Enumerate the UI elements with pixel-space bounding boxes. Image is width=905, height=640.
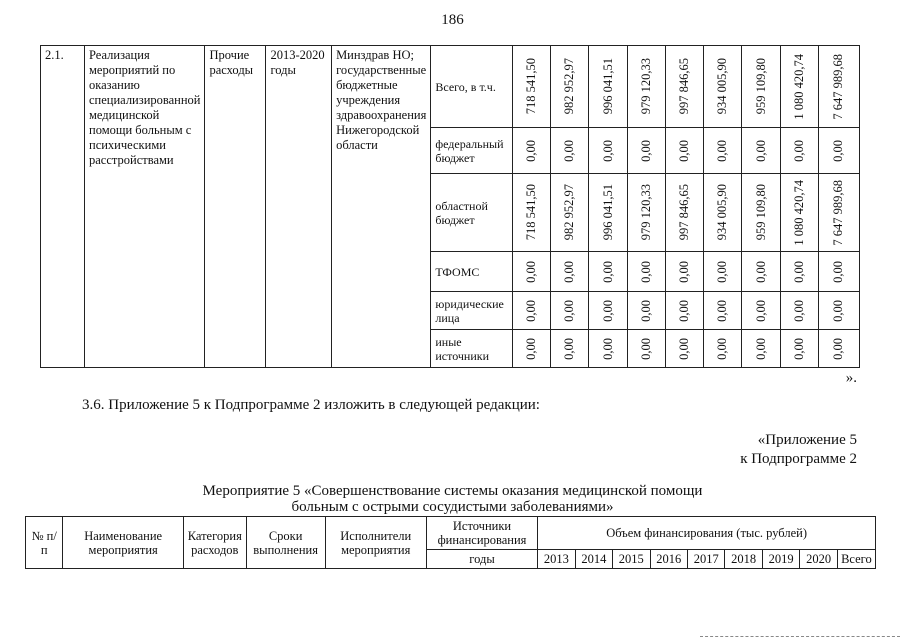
financing-table [40,45,860,368]
value-text: 982 952,97 [562,184,577,241]
value-text: 0,00 [562,299,577,322]
value-text: 0,00 [638,299,653,322]
value-cell [665,252,703,292]
funding-source: областной бюджет [431,174,513,252]
value-cell [742,174,780,252]
value-text: 718 541,50 [523,58,538,115]
value-cell [780,252,818,292]
value-cell [627,128,665,174]
funding-source: иные источники [431,330,513,368]
year-cell: 2013 [538,550,575,569]
measure-title-line-2: больным с острыми сосудистыми заболеваниями» [291,499,614,515]
measure-name: Реализация мероприятий по оказанию специализированной медицинской помощи больным с психическими расстройствами [85,46,205,368]
value-cell [551,252,589,292]
appendix-line-2: к Подпрограмме 2 [740,451,857,467]
financing-row [41,46,860,128]
value-text: 0,00 [791,260,806,283]
value-text: 959 109,80 [753,58,768,115]
value-cell [627,252,665,292]
value-cell [818,330,859,368]
value-cell [512,330,550,368]
col-sources: Источники финансирования [426,517,537,550]
measure-title [0,483,905,515]
year-cell: 2015 [613,550,650,569]
col-years-label: годы [426,550,537,569]
value-text: 0,00 [831,260,846,283]
value-cell [627,46,665,128]
value-text: 0,00 [523,260,538,283]
value-cell [589,128,627,174]
year-cell: Всего [837,550,875,569]
value-text: 0,00 [562,139,577,162]
value-cell [704,128,742,174]
value-text: 0,00 [831,139,846,162]
value-text: 0,00 [600,299,615,322]
col-no: № п/п [26,517,63,569]
value-text: 997 846,65 [677,184,692,241]
value-cell [551,46,589,128]
value-cell [780,46,818,128]
funding-source: ТФОМС [431,252,513,292]
value-cell [780,330,818,368]
year-cell: 2016 [650,550,687,569]
value-cell [589,252,627,292]
value-text: 1 080 420,74 [791,53,806,120]
value-cell [665,174,703,252]
value-text: 0,00 [791,337,806,360]
year-cell: 2018 [725,550,762,569]
value-cell [818,292,859,330]
value-text: 0,00 [715,337,730,360]
value-cell [780,292,818,330]
value-cell [627,330,665,368]
value-text: 997 846,65 [677,58,692,115]
executor: Минздрав НО; государственные бюджетные учреждения здравоохранения Нижегородской области [332,46,431,368]
value-text: 0,00 [831,337,846,360]
value-cell [742,252,780,292]
value-cell [512,46,550,128]
value-text: 0,00 [600,139,615,162]
value-text: 0,00 [715,260,730,283]
value-text: 0,00 [715,299,730,322]
value-cell [589,330,627,368]
value-cell [551,330,589,368]
value-cell [818,46,859,128]
value-text: 7 647 989,68 [831,53,846,120]
value-cell [780,174,818,252]
value-cell [704,252,742,292]
value-text: 0,00 [831,299,846,322]
value-text: 0,00 [523,299,538,322]
value-cell [818,252,859,292]
value-cell [704,46,742,128]
appendix-header [740,431,857,469]
value-text: 982 952,97 [562,58,577,115]
measure-table-header [25,516,876,569]
value-text: 0,00 [562,260,577,283]
year-cell: 2020 [800,550,837,569]
value-text: 979 120,33 [638,58,653,115]
appendix-line-1: «Приложение 5 [757,432,857,448]
value-cell [551,174,589,252]
year-cell: 2014 [575,550,612,569]
value-cell [742,330,780,368]
col-executors: Исполнители мероприятия [325,517,426,569]
value-text: 934 005,90 [715,184,730,241]
value-cell [665,330,703,368]
value-text: 0,00 [677,337,692,360]
funding-source: юридические лица [431,292,513,330]
value-text: 0,00 [638,337,653,360]
value-text: 0,00 [715,139,730,162]
value-text: 0,00 [600,260,615,283]
value-cell [589,174,627,252]
value-text: 0,00 [753,260,768,283]
value-text: 0,00 [753,299,768,322]
row-number: 2.1. [41,46,85,368]
value-text: 0,00 [562,337,577,360]
col-category: Категория расходов [183,517,246,569]
paragraph-3-6: 3.6. Приложение 5 к Подпрограмме 2 изложить в следующей редакции: [82,397,540,413]
value-cell [627,292,665,330]
value-text: 7 647 989,68 [831,179,846,246]
value-text: 0,00 [523,337,538,360]
value-text: 934 005,90 [715,58,730,115]
funding-source: Всего, в т.ч. [431,46,513,128]
col-name: Наименование мероприятия [63,517,183,569]
value-text: 0,00 [600,337,615,360]
value-text: 996 041,51 [600,58,615,115]
value-text: 718 541,50 [523,184,538,241]
value-text: 0,00 [753,337,768,360]
measure-title-line-1: Мероприятие 5 «Совершенствование системы оказания медицинской помощи [202,483,703,499]
value-text: 0,00 [523,139,538,162]
value-cell [704,292,742,330]
value-cell [704,330,742,368]
value-cell [589,292,627,330]
value-cell [818,128,859,174]
year-cell: 2017 [687,550,724,569]
value-text: 0,00 [677,260,692,283]
year-cell: 2019 [762,550,799,569]
col-volume: Объем финансирования (тыс. рублей) [538,517,876,550]
closing-quote: ». [845,370,857,386]
value-text: 0,00 [791,299,806,322]
value-cell [627,174,665,252]
value-text: 0,00 [677,299,692,322]
funding-source: федеральный бюджет [431,128,513,174]
expense-category: Прочие расходы [205,46,266,368]
value-cell [704,174,742,252]
period: 2013-2020 годы [266,46,332,368]
value-cell [551,292,589,330]
value-text: 996 041,51 [600,184,615,241]
value-cell [742,46,780,128]
col-period: Сроки выполнения [246,517,325,569]
page-number: 186 [441,12,464,28]
value-text: 959 109,80 [753,184,768,241]
value-text: 0,00 [791,139,806,162]
value-text: 0,00 [638,139,653,162]
value-cell [512,292,550,330]
value-text: 1 080 420,74 [791,179,806,246]
value-text: 0,00 [677,139,692,162]
value-cell [551,128,589,174]
value-cell [512,174,550,252]
value-cell [665,46,703,128]
value-cell [512,252,550,292]
value-cell [742,128,780,174]
value-cell [512,128,550,174]
value-cell [589,46,627,128]
value-cell [665,292,703,330]
value-text: 0,00 [753,139,768,162]
value-text: 0,00 [638,260,653,283]
value-cell [818,174,859,252]
value-cell [780,128,818,174]
value-cell [742,292,780,330]
value-text: 979 120,33 [638,184,653,241]
value-cell [665,128,703,174]
